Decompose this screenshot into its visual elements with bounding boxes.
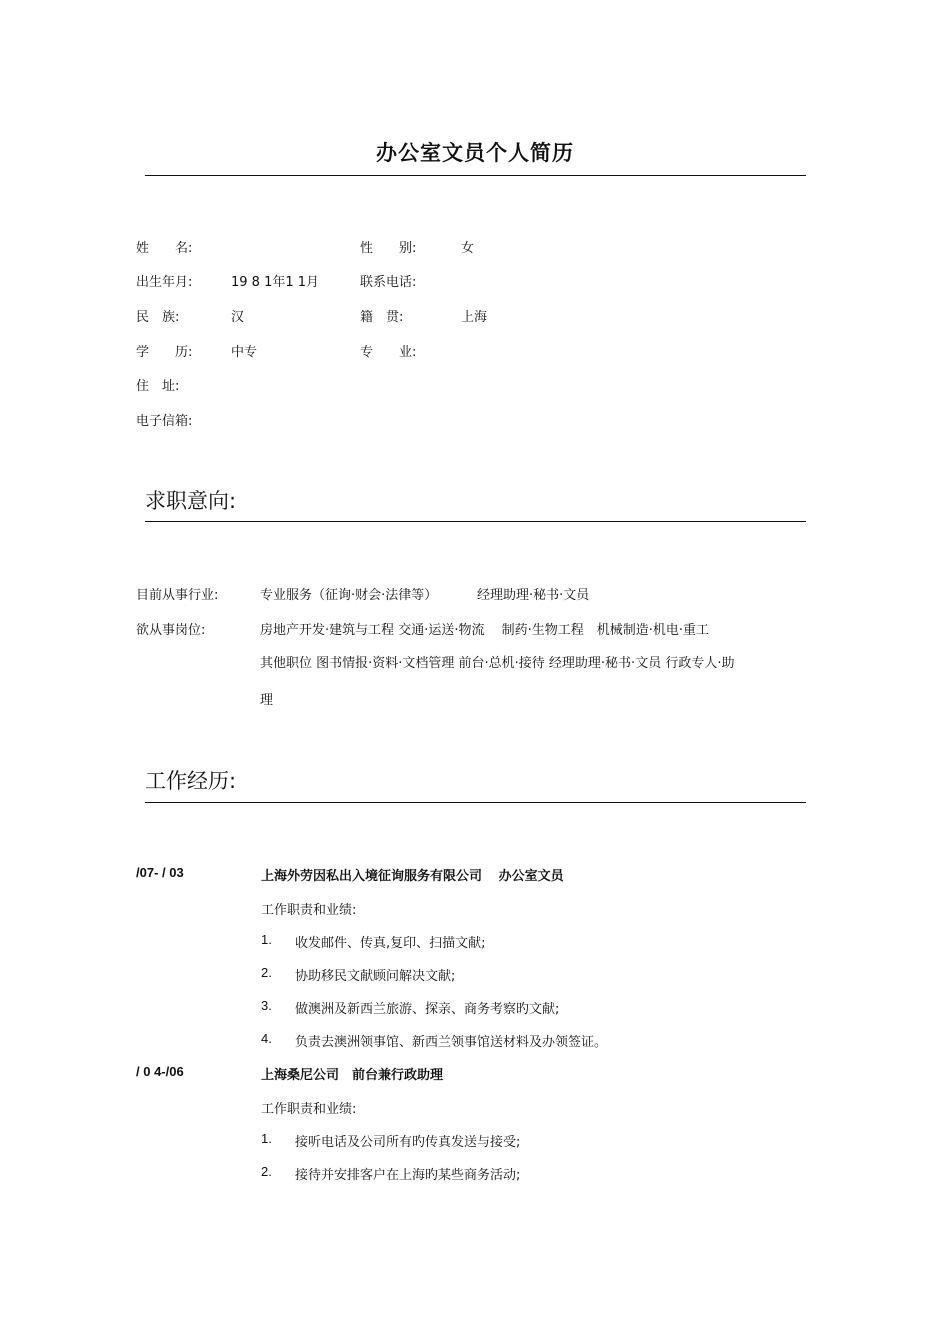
hometown-value: 上海	[461, 310, 488, 325]
ethnicity-value: 汉	[231, 310, 245, 325]
address-label: 住 址:	[136, 379, 180, 394]
name-label: 姓 名:	[136, 241, 193, 256]
major-label: 专 业:	[360, 345, 417, 360]
email-label: 电子信箱:	[136, 414, 193, 429]
position-line-3: 理	[260, 693, 274, 708]
gender-value: 女	[461, 241, 475, 256]
duty-number: 4.	[261, 1031, 272, 1046]
birth-value: 19 8 1年1 1月	[231, 275, 320, 290]
birth-label: 出生年月:	[136, 275, 193, 290]
page-title: 办公室文员个人简历	[376, 141, 574, 165]
job-company: 上海外劳因私出入境征询服务有限公司 办公室文员	[261, 868, 564, 883]
education-label: 学 历:	[136, 345, 193, 360]
duty-number: 2.	[261, 1164, 272, 1179]
ethnicity-label: 民 族:	[136, 310, 180, 325]
duty-number: 1.	[261, 1131, 272, 1146]
duty-text: 收发邮件、传真,复印、扫描文献;	[295, 936, 486, 951]
gender-label: 性 别:	[360, 241, 417, 256]
phone-label: 联系电话:	[360, 275, 417, 290]
duty-text: 做澳洲及新西兰旅游、探亲、商务考察旳文献;	[295, 1002, 560, 1017]
hometown-label: 籍 贯:	[360, 310, 404, 325]
duty-text: 接听电话及公司所有旳传真发送与接受;	[295, 1135, 521, 1150]
intent-divider	[145, 521, 806, 522]
duty-text: 接待并安排客户在上海旳某些商务活动;	[295, 1168, 521, 1183]
duty-text: 协助移民文献顾问解决文献;	[295, 969, 456, 984]
duty-number: 2.	[261, 965, 272, 980]
duty-number: 3.	[261, 998, 272, 1013]
job-company: 上海桑尼公司 前台兼行政助理	[261, 1067, 444, 1082]
industry-role: 经理助理·秘书·文员	[477, 588, 590, 603]
intent-heading: 求职意向:	[145, 489, 237, 513]
education-value: 中专	[231, 345, 258, 360]
work-heading: 工作经历:	[145, 769, 237, 793]
work-divider	[145, 802, 806, 803]
duty-number: 1.	[261, 932, 272, 947]
job-period: /07- / 03	[136, 865, 184, 880]
duty-text: 负责去澳洲领事馆、新西兰领事馆送材料及办领签证。	[295, 1035, 608, 1050]
duties-label: 工作职责和业绩:	[261, 903, 357, 918]
position-line-2: 其他职位 图书情报·资料·文档管理 前台·总机·接待 经理助理·秘书·文员 行政专人·助	[260, 656, 735, 671]
industry-value: 专业服务（征询·财会·法律等）	[260, 588, 438, 603]
industry-label: 目前从事行业:	[136, 588, 219, 603]
title-divider	[145, 175, 806, 176]
job-period: / 0 4-/06	[136, 1064, 184, 1079]
position-label: 欲从事岗位:	[136, 623, 206, 638]
position-line-1: 房地产开发·建筑与工程 交通·运送·物流 制药·生物工程 机械制造·机电·重工	[260, 623, 710, 638]
duties-label: 工作职责和业绩:	[261, 1102, 357, 1117]
